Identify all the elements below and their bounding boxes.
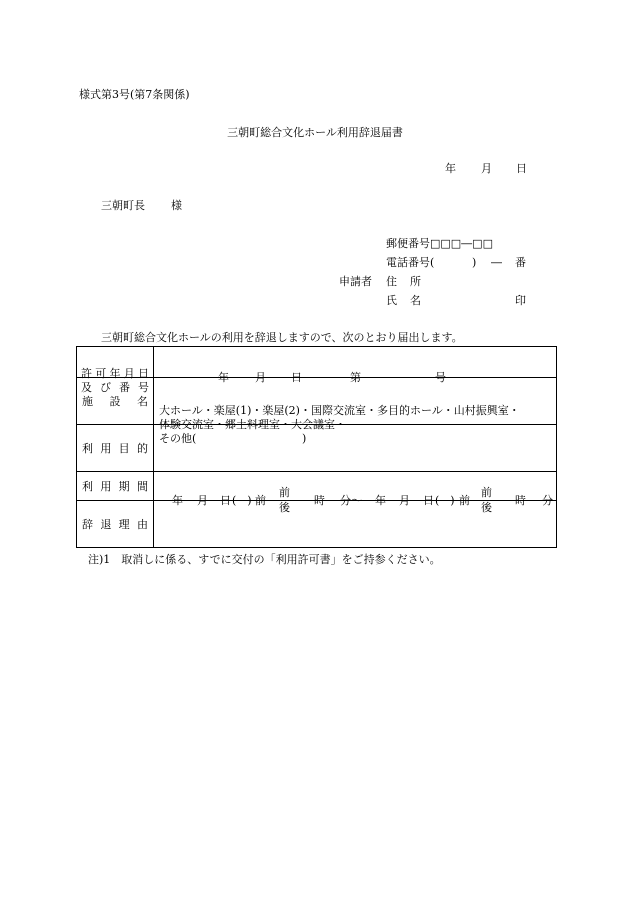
label-char: 年 [109,367,121,380]
purpose-field[interactable] [154,425,557,472]
end-month-label: 月 [399,494,410,507]
end-am-pm-bottom: 後 [481,501,492,514]
label-char: 用 [100,480,112,493]
label-char: 許 [81,367,92,380]
permit-dai-label: 第 [350,371,361,384]
start-month-label: 月 [197,494,208,507]
seal-mark: 印 [515,294,526,307]
label-char: 号 [138,381,149,394]
addressee-name: 三朝町長 [101,199,145,212]
end-minute-label: 分 [542,494,553,507]
label-char: 期 [118,480,130,493]
label-char: 施 [82,395,93,408]
permit-year-label: 年 [218,371,229,384]
table-row [77,347,557,378]
label-char: 可 [95,367,107,380]
address-label-2: 所 [410,275,421,288]
permit-month-label: 月 [255,371,266,384]
phone-dash: ― [491,256,502,269]
period-tilde: 〜 [351,494,362,507]
intro-text: 三朝町総合文化ホールの利用を辞退しますので、次のとおり届出します。 [101,331,463,344]
label-char: 由 [136,518,148,531]
reason-field[interactable] [154,501,557,548]
table-row [77,472,557,501]
start-year-label: 年 [172,494,183,507]
name-label-1: 氏 [386,294,397,307]
usage-period-label [77,472,154,501]
phone-label: 電話番号( [386,256,435,269]
label-char: 的 [136,442,148,455]
start-am-pm-suffix: 前 [255,494,266,507]
label-char: 月 [123,367,135,380]
end-weekday-paren: ( ) [435,494,455,507]
label-char: 及 [81,381,92,394]
label-char: 名 [137,395,148,408]
label-char: 辞 [82,518,93,531]
label-char: 間 [136,480,148,493]
label-char: 理 [118,518,130,531]
postal-code-label: 郵便番号□□□―□□ [386,237,493,250]
permit-day-label: 日 [291,371,302,384]
footnote: 注)1 取消しに係る、すでに交付の「利用許可書」をご持参ください。 [88,553,441,566]
facility-name-field[interactable] [154,378,557,445]
phone-number-suffix: 番 [515,256,526,269]
start-weekday-paren: ( ) [232,494,252,507]
end-am-pm-top: 前 [481,486,492,499]
applicant-label: 申請者 [339,275,372,288]
label-char: 設 [109,395,121,408]
start-minute-label: 分 [340,494,351,507]
name-label-2: 名 [410,294,421,307]
label-char: 番 [119,381,130,394]
facility-other-close: ) [302,432,307,445]
label-char: 日 [138,367,149,380]
facility-options-line1: 大ホール・楽屋(1)・楽屋(2)・国際交流室・多目的ホール・山村振興室・ [159,404,520,417]
label-char: 利 [82,442,93,455]
facility-other-open: その他( [159,432,197,445]
start-am-pm-bottom: 後 [279,501,290,514]
facility-options-line2: 体験交流室・郷土料理室・大会議室・ [159,418,346,431]
label-char: 用 [100,442,112,455]
end-day-label: 日 [423,494,434,507]
label-char: 退 [100,518,112,531]
reason-label [77,501,154,548]
end-am-pm-suffix: 前 [459,494,470,507]
address-label-1: 住 [386,275,397,288]
start-hour-label: 時 [314,494,325,507]
end-hour-label: 時 [515,494,526,507]
purpose-label [77,425,154,472]
form-number: 様式第3号(第7条関係) [79,88,190,101]
date-year-label: 年 [445,162,456,175]
date-day-label: 日 [516,162,527,175]
phone-paren-close: ) [472,256,477,269]
permit-date-number-field[interactable] [154,347,557,384]
form-table [76,346,557,548]
date-month-label: 月 [481,162,492,175]
end-year-label: 年 [375,494,386,507]
table-row [77,425,557,472]
label-char: び [100,381,111,394]
addressee-honorific: 様 [171,199,182,212]
label-char: 目 [118,442,130,455]
permit-gou-label: 号 [435,371,446,384]
start-day-label: 日 [220,494,231,507]
usage-period-field[interactable] [154,472,557,514]
document-title: 三朝町総合文化ホール利用辞退届書 [227,126,403,139]
label-char: 利 [82,480,93,493]
permit-date-number-label [77,347,154,394]
start-am-pm-top: 前 [279,486,290,499]
